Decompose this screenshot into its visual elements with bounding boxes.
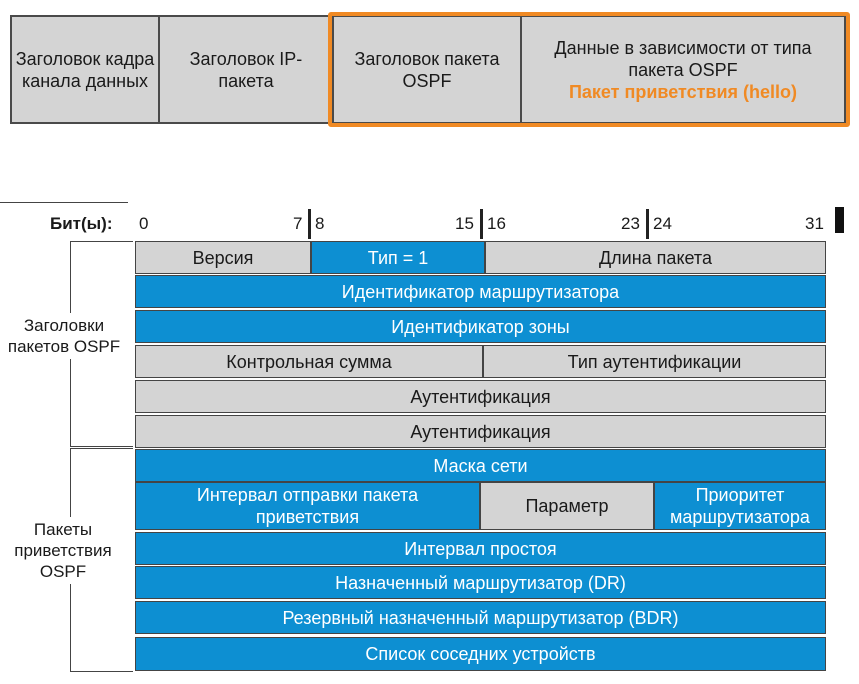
field-option (481, 483, 655, 529)
field-authentication-2-label: Аутентификация (410, 421, 551, 442)
field-router-priority-label: Приоритет маршрутизатора (670, 485, 810, 527)
frame-hello-label: Пакет приветствия (hello) (568, 81, 798, 102)
tick-8 (308, 209, 311, 239)
field-network-mask (135, 449, 826, 482)
tick-24 (646, 209, 649, 239)
field-network-mask-label: Маска сети (433, 455, 528, 476)
frame-ospf-header-label: Заголовок пакета OSPF (354, 48, 500, 91)
field-bdr (135, 601, 826, 634)
frame-data-link-header-label: Заголовок кадра канала данных (15, 48, 155, 91)
field-authentication-1 (135, 380, 826, 413)
field-version-label: Версия (192, 247, 254, 268)
field-router-priority (655, 483, 825, 529)
field-hello-interval-label: Интервал отправки пакета приветствия (196, 485, 419, 527)
bit-31: 31 (805, 214, 824, 233)
ruler-end-marker (835, 207, 844, 233)
bit-8: 8 (315, 214, 325, 233)
frame-type-data-label: Данные в зависимости от типа пакета OSPF (554, 37, 812, 80)
frame-ip-header-label: Заголовок IP-пакета (189, 48, 303, 91)
field-authentication-1-label: Аутентификация (410, 386, 551, 407)
field-bdr-label: Резервный назначенный маршрутизатор (BDR) (282, 607, 679, 628)
field-router-id-label: Идентификатор маршрутизатора (341, 281, 620, 302)
ospf-highlight-box (328, 12, 850, 127)
field-version (136, 242, 312, 273)
field-authentication-2 (135, 415, 826, 448)
field-type-label: Тип = 1 (367, 247, 429, 268)
field-dead-interval (135, 532, 826, 565)
row-checksum-authtype (135, 345, 826, 378)
frame-ip-header (158, 15, 334, 124)
field-checksum (136, 346, 484, 377)
field-router-id (135, 275, 826, 308)
headers-group-label: Заголовки пакетов OSPF (4, 313, 124, 359)
field-dr-label: Назначенный маршрутизатор (DR) (335, 572, 626, 593)
field-auth-type-label: Тип аутентификации (567, 351, 742, 372)
field-type (312, 242, 486, 273)
field-packet-length-label: Длина пакета (598, 247, 712, 268)
hello-group-label: Пакеты приветствия OSPF (14, 517, 112, 584)
bit-23: 23 (621, 214, 640, 233)
field-area-id-label: Идентификатор зоны (391, 316, 570, 337)
frame-data-link-header (10, 15, 160, 124)
bit-15: 15 (455, 214, 474, 233)
row-version-type-length (135, 241, 826, 274)
field-packet-length (486, 242, 825, 273)
bits-label: Бит(ы): (50, 214, 113, 233)
field-checksum-label: Контрольная сумма (226, 351, 392, 372)
field-auth-type (484, 346, 825, 377)
bit-0: 0 (139, 214, 149, 233)
field-dead-interval-label: Интервал простоя (404, 538, 557, 559)
bit-7: 7 (293, 214, 303, 233)
row-hello-interval-option-priority (135, 482, 826, 530)
field-neighbors (135, 637, 826, 671)
field-dr (135, 566, 826, 599)
field-hello-interval (136, 483, 481, 529)
field-neighbors-label: Список соседних устройств (365, 644, 596, 664)
tick-16 (480, 209, 483, 239)
bit-16: 16 (487, 214, 506, 233)
bit-24: 24 (653, 214, 672, 233)
ruler-rule (0, 202, 128, 203)
field-option-label: Параметр (525, 496, 609, 516)
field-area-id (135, 310, 826, 343)
